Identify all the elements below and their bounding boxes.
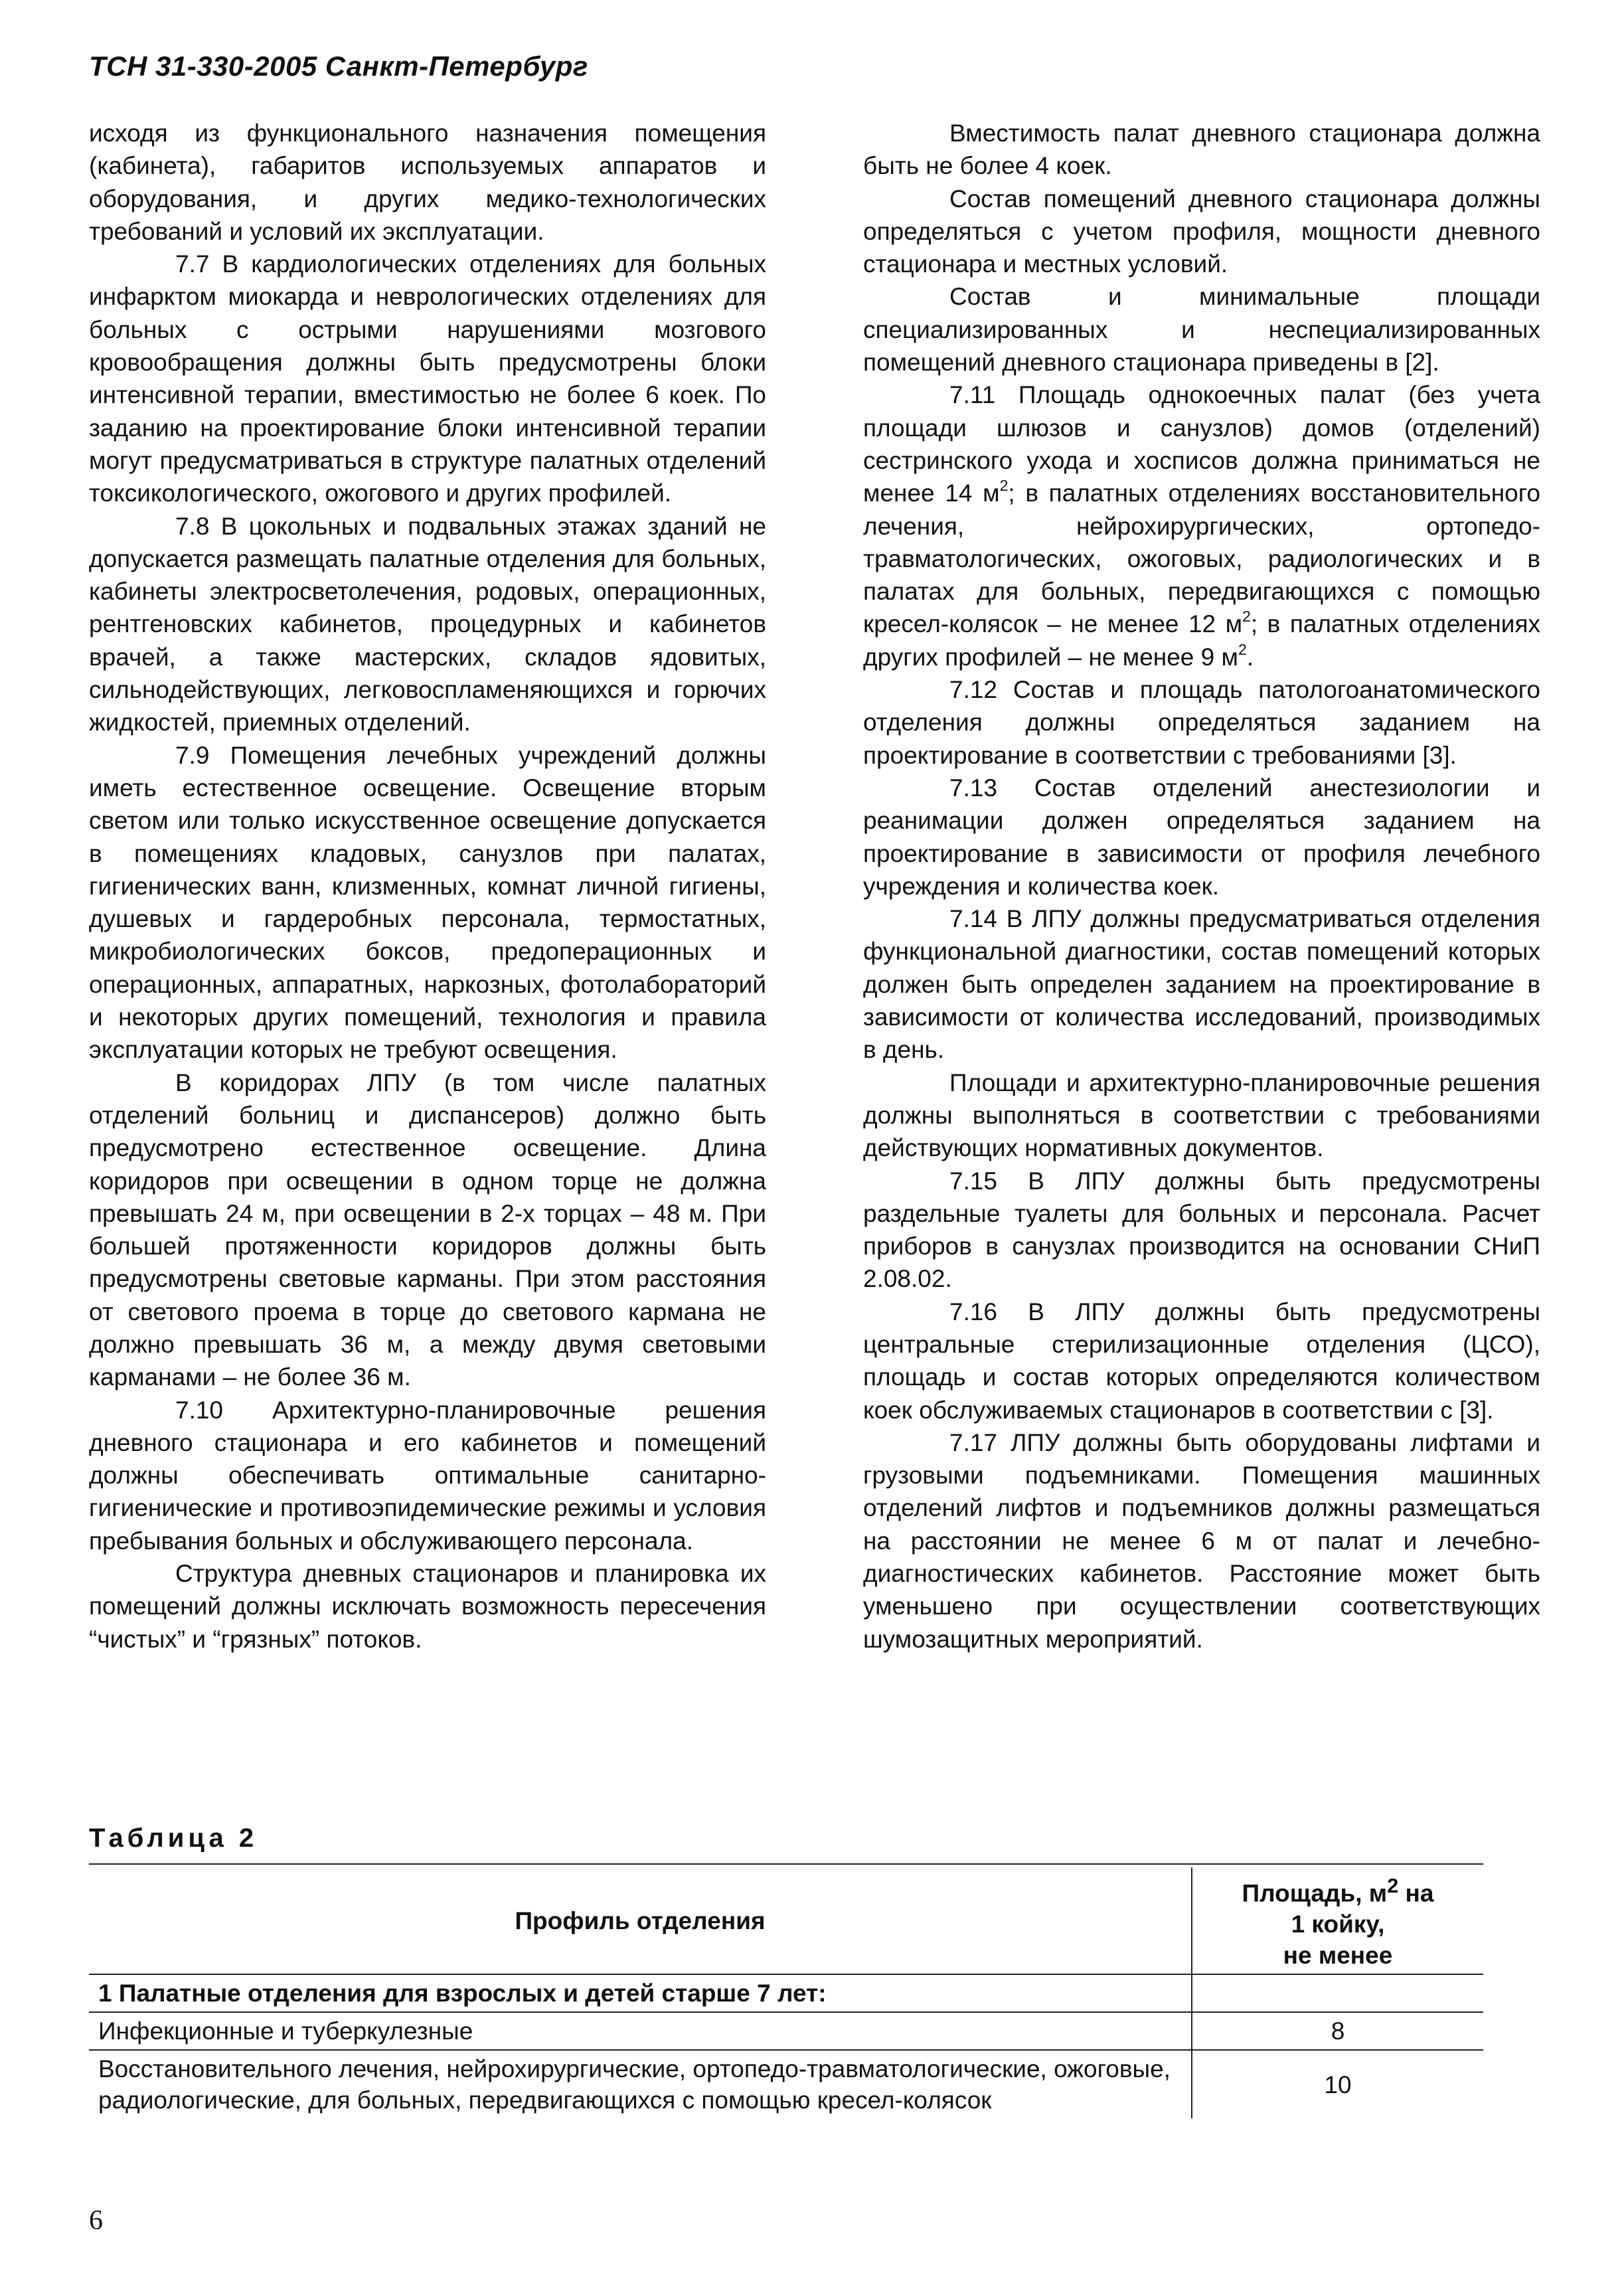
paragraph-7-7: 7.7 В кардиологических отделениях для больных инфарктом миокарда и неврологических отделениях для больных с острыми нарушениями мозгового кровообращения должны быть предусмотрены блоки интенсивной терапии, вместимостью не более 6 коек. По заданию на проектирование блоки интенсивной терапии могут предусматриваться в структуре палатных отделений токсикологического, ожогового и других профилей. — [89, 250, 766, 507]
superscript-2: 2 — [1238, 640, 1247, 658]
paragraph-7-10: 7.10 Архитектурно-планировочные решения дневного стационара и его кабинетов и помещений должны обеспечивать оптимальные санитарно-гигиенические и противоэпидемические режимы и условия пребывания больных и обслуживающего персонала. — [89, 1396, 766, 1555]
paragraph-7-17: 7.17 ЛПУ должны быть оборудованы лифтами и грузовыми подъемниками. Помещения машинных отделений лифтов и подъемников должны размещаться на расстоянии не менее 6 м от палат и лечебно-диагностических кабинетов. Расстояние может быть уменьшено при осуществлении соответствующих шумозащитных мероприятий. — [863, 1428, 1540, 1653]
row-area: 8 — [1192, 2012, 1483, 2050]
right-column — [863, 117, 1540, 1656]
header-area-c: 1 койку, — [1291, 1911, 1385, 1938]
paragraph-composition: Состав помещений дневного стационара должны определяться с учетом профиля, мощности дневного стационара и местных условий. — [863, 185, 1540, 278]
header-area-sup: 2 — [1387, 1874, 1399, 1897]
table-header-row — [89, 1867, 1483, 1974]
header-profile: Профиль отделения — [89, 1867, 1192, 1974]
section-empty-cell — [1192, 1974, 1483, 2012]
header-area-a: Площадь, м — [1242, 1879, 1388, 1907]
header-area-b: на — [1398, 1879, 1434, 1907]
paragraph-7-15: 7.15 В ЛПУ должны быть предусмотрены раздельные туалеты для больных и персонала. Расчет приборов в санузлах производится на основании СНиП 2.08.02. — [863, 1167, 1540, 1293]
paragraph-7-12: 7.12 Состав и площадь патологоанатомического отделения должны определяться заданием на проектирование в соответствии с требованиями [3]. — [863, 676, 1540, 769]
paragraph-7-11 — [863, 379, 1540, 673]
paragraph-min-areas: Состав и минимальные площади специализированных и неспециализированных помещений дневного стационара приведены в [2]. — [863, 283, 1540, 377]
row-profile: Восстановительного лечения, нейрохирургические, ортопедо-травматологические, ожоговые, радиологические, для больных, передвигающихся с помощью кресел-колясок — [89, 2050, 1192, 2118]
table-row — [89, 2050, 1483, 2118]
table-section-row — [89, 1974, 1483, 2012]
table-caption: Таблица 2 — [89, 1824, 258, 1853]
superscript-2: 2 — [1242, 608, 1251, 626]
paragraph-7-8: 7.8 В цокольных и подвальных этажах зданий не допускается размещать палатные отделения для больных, кабинеты электросветолечения, родовых, операционных, рентгеновских кабинетов, процедурных и кабинетов врачей, а также мастерских, складов ядовитых, сильнодействующих, легковоспламеняющихся и горючих жидкостей, приемных отделений. — [89, 512, 766, 736]
table-row — [89, 2012, 1483, 2050]
table-top-rule — [89, 1863, 1483, 1865]
area-norms-table — [89, 1867, 1483, 2118]
text-7-11-a: 7.11 Площадь однокоечных палат (без учета площади шлюзов и санузлов) домов (отделений) сестринского ухода и хосписов должна приниматься не менее 14 м — [863, 381, 1540, 507]
superscript-2: 2 — [999, 477, 1009, 495]
paragraph-7-9: 7.9 Помещения лечебных учреждений должны иметь естественное освещение. Освещение вторым светом или только искусственное освещение допускается в помещениях кладовых, санузлов при палатах, гигиенических ванн, клизменных, комнат личной гигиены, душевых и гардеробных персонала, термостатных, микробиологических боксов, предоперационных и операционных, аппаратных, наркозных, фотолабораторий и некоторых других помещений, технология и правила эксплуатации которых не требуют освещения. — [89, 741, 766, 1064]
paragraph-capacity: Вместимость палат дневного стационара должна быть не более 4 коек. — [863, 120, 1540, 180]
paragraph-structure: Структура дневных стационаров и планировка их помещений должны исключать возможность пересечения “чистых” и “грязных” потоков. — [89, 1560, 766, 1653]
document-header: ТСН 31-330-2005 Санкт-Петербург — [89, 50, 588, 82]
paragraph-corridors: В коридорах ЛПУ (в том числе палатных отделений больниц и диспансеров) должно быть предусмотрено естественное освещение. Длина коридоров при освещении в одном торце не должна превышать 24 м, при освещении в 2-х торцах – 48 м. При большей протяженности коридоров должны быть предусмотрены световые карманы. При этом расстояния от светового проема в торце до светового кармана не должно превышать 36 м, а между двумя световыми карманами – не более 36 м. — [89, 1068, 766, 1391]
left-column — [89, 117, 766, 1656]
section-label: 1 Палатные отделения для взрослых и детей старше 7 лет: — [89, 1974, 1192, 2012]
header-area-d: не менее — [1283, 1942, 1393, 1970]
text-7-11-b: ; в палатных отделениях восстановительного лечения, нейрохирургических, ортопедо-травматологических, ожоговых, радиологических и в палатах для больных, передвигающихся с помощью кресел-колясок – не менее 12 м — [863, 479, 1540, 638]
paragraph-areas: Площади и архитектурно-планировочные решения должны выполняться в соответствии с требованиями действующих нормативных документов. — [863, 1068, 1540, 1162]
paragraph-7-13: 7.13 Состав отделений анестезиологии и реанимации должен определяться заданием на проектирование в зависимости от профиля лечебного учреждения и количества коек. — [863, 774, 1540, 900]
paragraph-7-16: 7.16 В ЛПУ должны быть предусмотрены центральные стерилизационные отделения (ЦСО), площадь и состав которых определяются количеством коек обслуживаемых стационаров в соответствии с [3]. — [863, 1298, 1540, 1424]
paragraph-continuation: исходя из функционального назначения помещения (кабинета), габаритов используемых аппаратов и оборудования, и других медико-технологических требований и условий их эксплуатации. — [89, 120, 766, 245]
text-7-11-c: ; в палатных отделениях других профилей – не менее 9 м — [863, 610, 1540, 671]
header-area — [1192, 1867, 1483, 1974]
row-area: 10 — [1192, 2050, 1483, 2118]
text-7-11-d: . — [1246, 643, 1254, 671]
paragraph-7-14: 7.14 В ЛПУ должны предусматриваться отделения функциональной диагностики, состав помещений которых должен быть определен заданием на проектирование в зависимости от количества исследований, производимых в день. — [863, 905, 1540, 1064]
page-number: 6 — [89, 2205, 103, 2236]
row-profile: Инфекционные и туберкулезные — [89, 2012, 1192, 2050]
